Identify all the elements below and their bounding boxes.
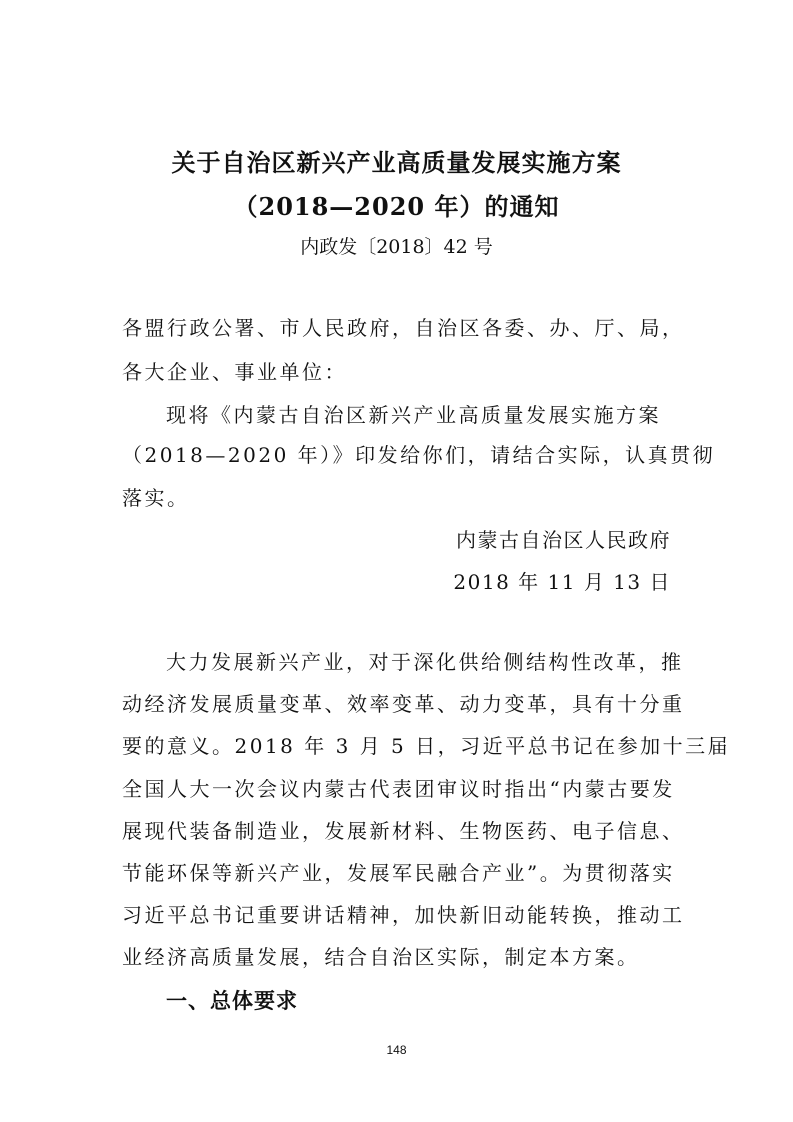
intro-line-8: 业经济高质量发展，结合自治区实际，制定本方案。 — [122, 945, 640, 969]
intro-line-6: 节能环保等新兴产业，发展军民融合产业”。为贯彻落实 — [122, 861, 675, 885]
document-title-line-2: （2018—2020 年）的通知 — [233, 192, 560, 221]
intro-line-4: 全国人大一次会议内蒙古代表团审议时指出“内蒙古要发 — [122, 777, 675, 801]
notice-body-line-2: （2018—2020 年）》印发给你们，请结合实际，认真贯彻 — [122, 443, 716, 467]
document-number: 内政发〔2018〕42 号 — [300, 236, 493, 258]
notice-body-line-1: 现将《内蒙古自治区新兴产业高质量发展实施方案 — [166, 403, 661, 427]
section-heading: 一、总体要求 — [166, 988, 298, 1013]
addressee-line-2: 各大企业、事业单位： — [122, 360, 347, 384]
notice-body-line-3: 落实。 — [122, 486, 190, 510]
intro-line-2: 动经济发展质量变革、效率变革、动力变革，具有十分重 — [122, 692, 685, 716]
intro-line-1: 大力发展新兴产业，对于深化供给侧结构性改革，推 — [166, 650, 684, 674]
signature: 内蒙古自治区人民政府 — [456, 528, 671, 552]
intro-line-7: 习近平总书记重要讲话精神，加快新旧动能转换，推动工 — [122, 903, 685, 927]
addressee-line-1: 各盟行政公署、市人民政府，自治区各委、办、厅、局， — [122, 316, 685, 340]
document-title-line-1: 关于自治区新兴产业高质量发展实施方案 — [171, 148, 622, 177]
signature-date: 2018 年 11 月 13 日 — [453, 570, 671, 594]
intro-line-5: 展现代装备制造业，发展新材料、生物医药、电子信息、 — [122, 819, 685, 843]
page-number: 148 — [386, 1043, 407, 1057]
intro-line-3: 要的意义。2018 年 3 月 5 日，习近平总书记在参加十三届 — [122, 734, 731, 758]
